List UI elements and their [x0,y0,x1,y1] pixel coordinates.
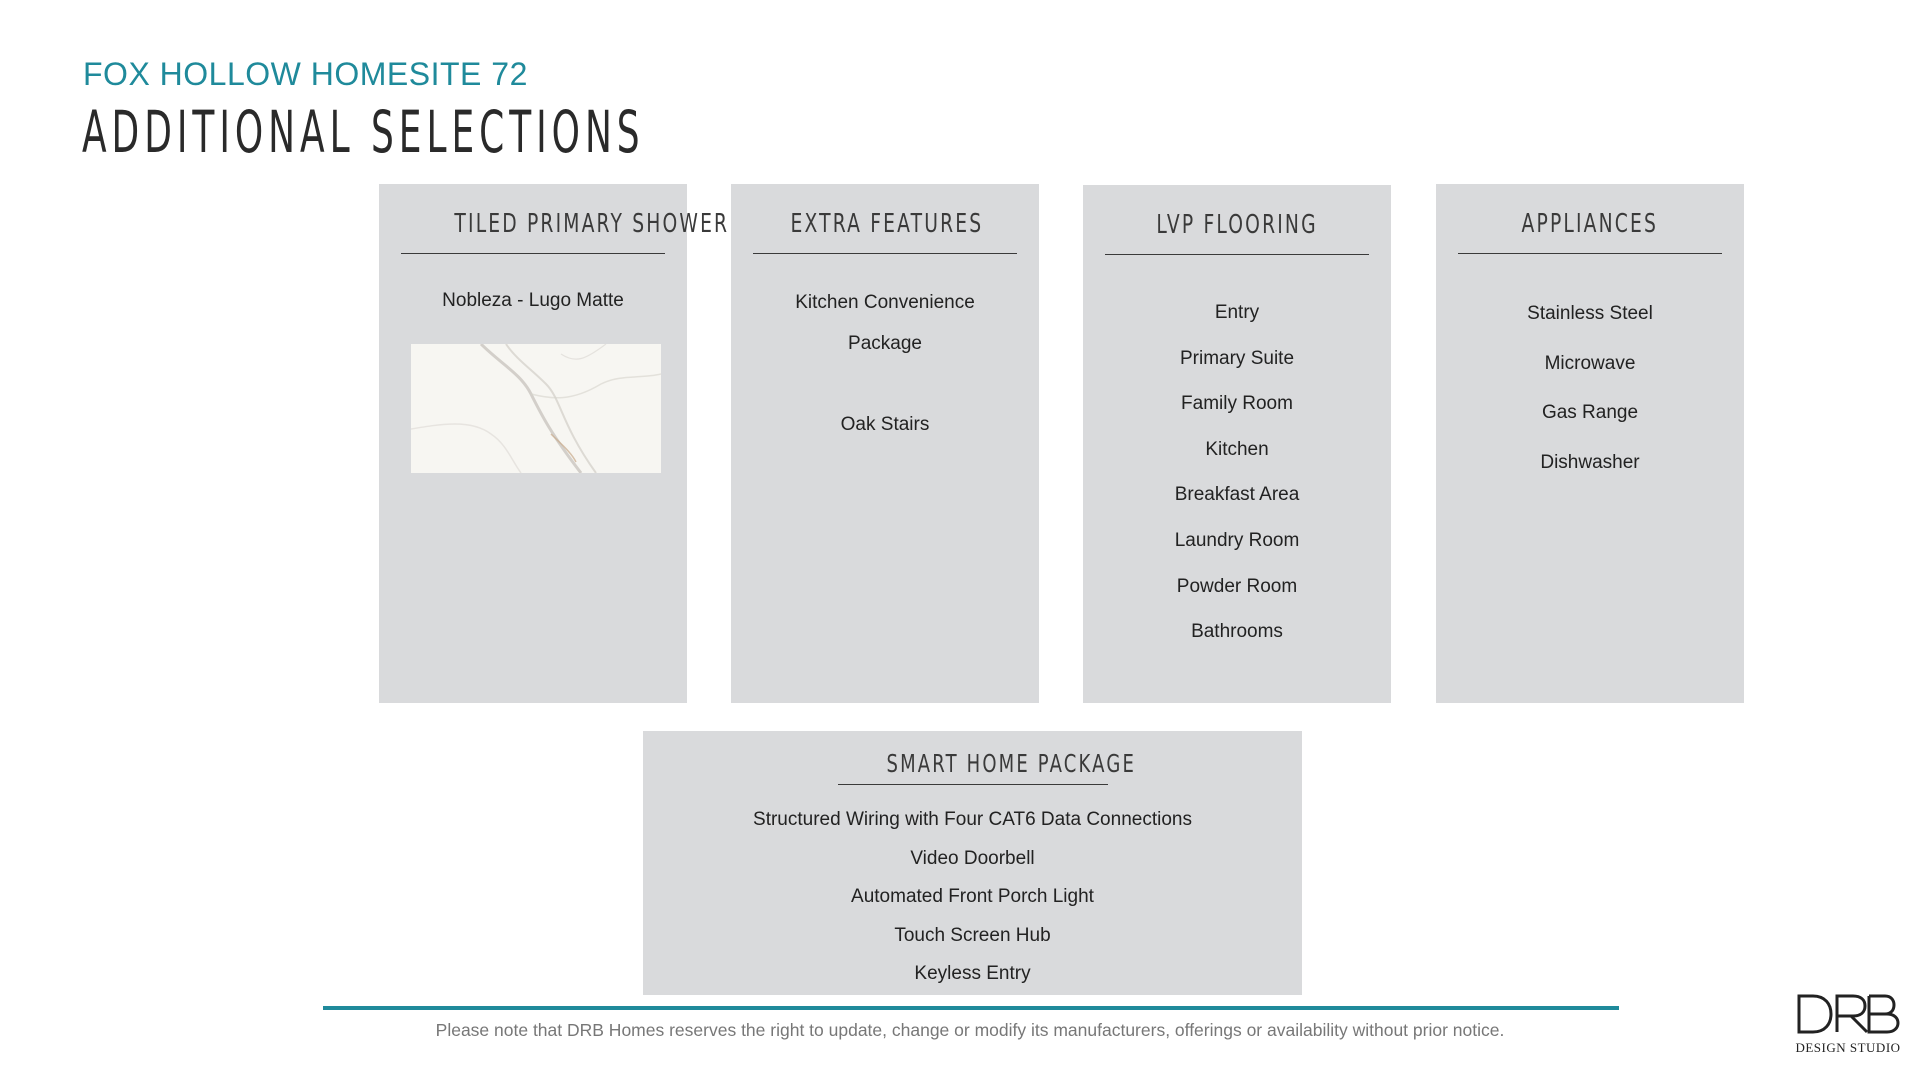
panel-extra-features [731,184,1039,703]
panel-items-appliances [1436,289,1744,487]
list-item: Kitchen Convenience [795,292,975,313]
list-item: Video Doorbell [910,847,1035,869]
list-item: Entry [1214,302,1260,323]
list-item: Package [848,333,922,354]
footer-divider [323,1006,1619,1010]
list-item: Family Room [1181,393,1293,415]
logo-caption: DESIGN STUDIO [1795,1040,1901,1055]
list-item: Laundry Room [1174,529,1300,551]
panel-items-lvp-flooring [1083,290,1391,655]
list-item: Microwave [1544,352,1636,374]
page-title: ADDITIONAL SELECTIONS [82,98,645,166]
list-item: Automated Front Porch Light [851,886,1094,908]
panel-heading-lvp-flooring: LVP FLOORING [1105,210,1369,255]
marble-tile-swatch [411,344,661,473]
list-item: Breakfast Area [1174,484,1300,506]
list-item: Structured Wiring with Four CAT6 Data Connections [753,809,1192,830]
drb-design-studio-logo [1793,990,1903,1060]
panel-heading-appliances: APPLIANCES [1458,209,1722,254]
panel-tiled-primary-shower [379,184,730,703]
panel-heading-shower: TILED PRIMARY SHOWER [401,209,665,254]
disclaimer-note: Please note that DRB Homes reserves the right to update, change or modify its manufacturers, offerings or availability without prior notice. [435,1020,1505,1040]
panel-appliances [1436,184,1744,703]
panel-lvp-flooring [1083,185,1391,703]
list-item: Gas Range [1541,402,1639,424]
list-item: Powder Room [1176,575,1298,597]
panel-items-shower [379,290,687,312]
list-item: Dishwasher [1540,451,1640,473]
list-item: Primary Suite [1179,347,1295,369]
list-item: Nobleza - Lugo Matte [442,290,624,311]
list-item: Kitchen [1205,438,1269,460]
list-item: Stainless Steel [1527,303,1653,324]
panel-heading-extra-features: EXTRA FEATURES [753,209,1017,254]
list-item: Bathrooms [1191,621,1283,643]
panel-items-smart-home [643,801,1302,994]
marble-veining-image [411,344,661,473]
panel-smart-home-package [643,731,1302,995]
drb-logo-mark [1793,990,1903,1038]
list-item: Oak Stairs [840,414,930,435]
homesite-subtitle: FOX HOLLOW HOMESITE 72 [83,56,528,92]
panel-heading-smart-home: SMART HOME PACKAGE [643,749,1302,785]
panel-items-extra-features [731,290,1039,438]
list-item: Touch Screen Hub [894,924,1051,946]
list-item: Keyless Entry [914,963,1031,985]
